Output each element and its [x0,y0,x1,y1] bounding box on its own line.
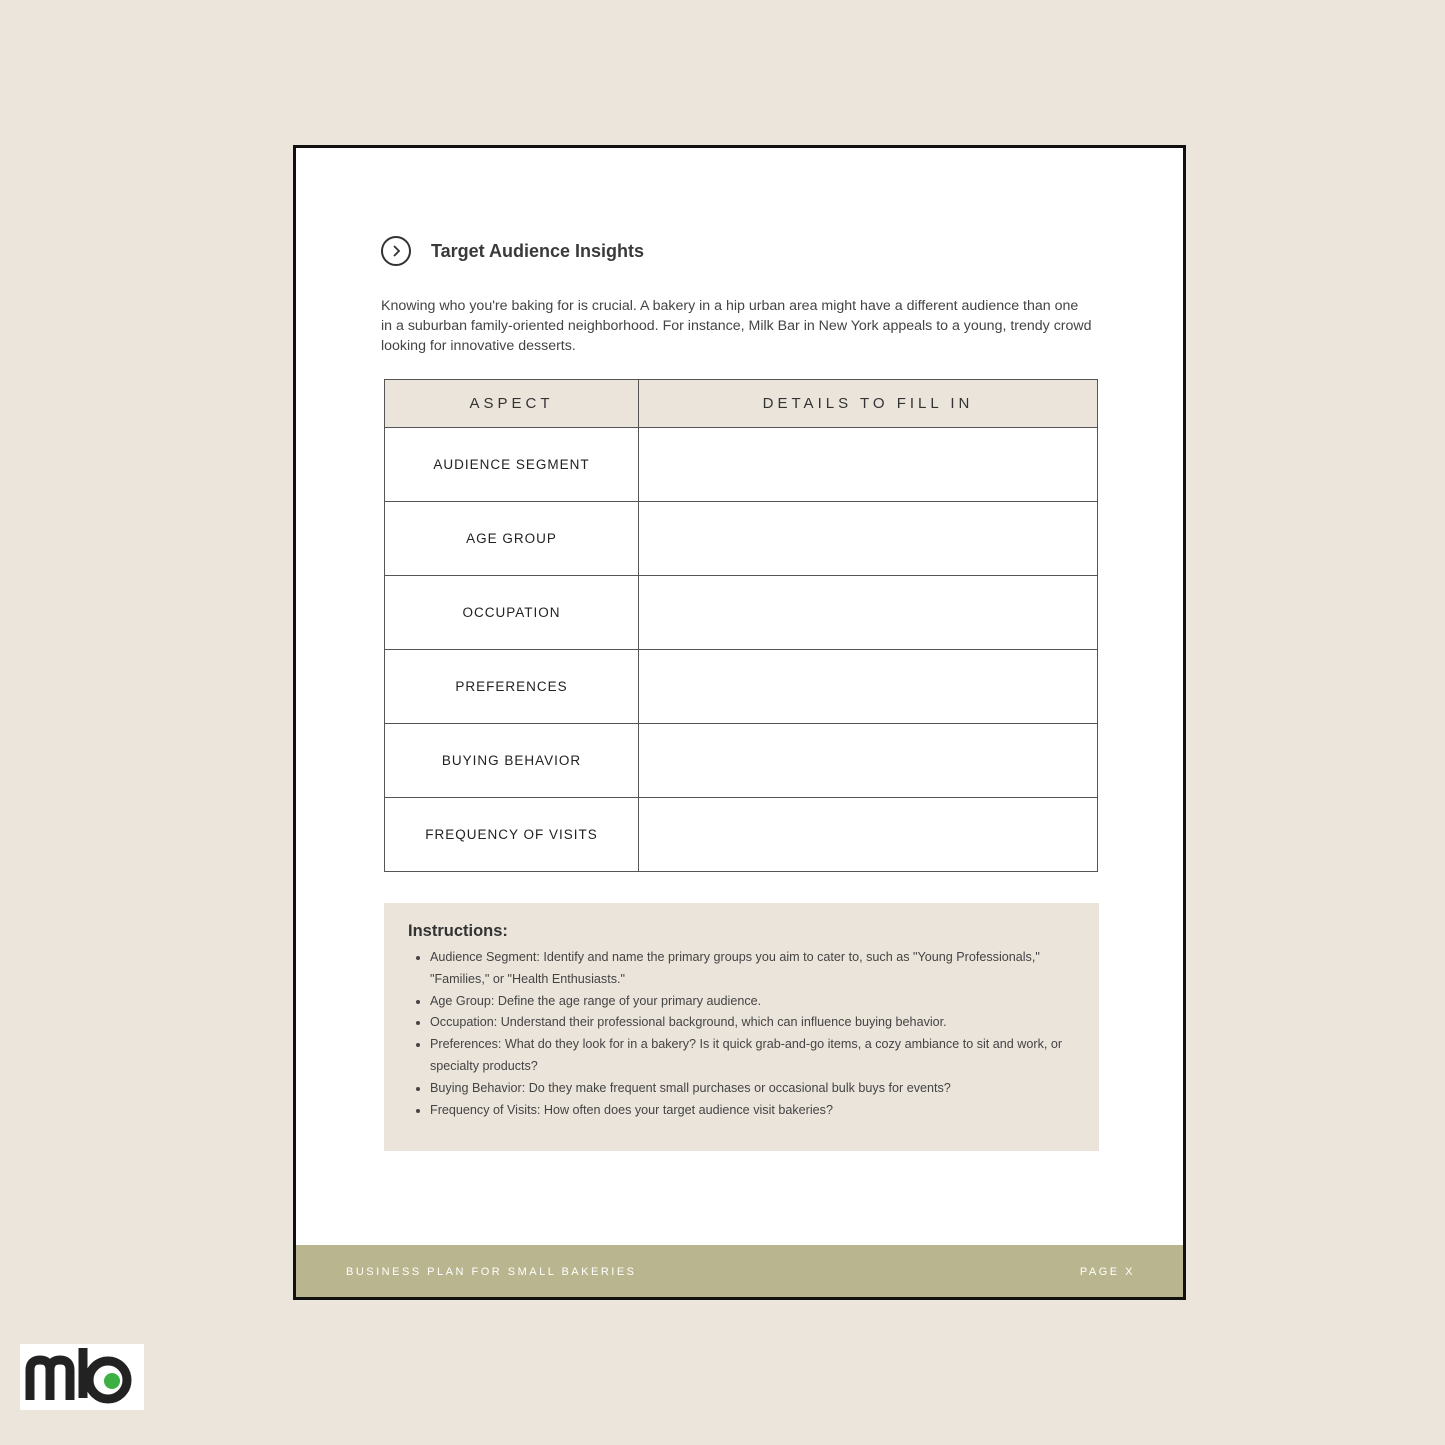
section-heading [381,236,644,266]
document-page [293,145,1186,1300]
table-row [385,502,1098,576]
table-row [385,798,1098,872]
footer-page-number: PAGE X [1079,1266,1135,1278]
list-item: • Age Group: Define the age range of your primary audience. [430,991,1075,1013]
instructions-title: Instructions: [408,922,508,940]
aspect-cell: AGE GROUP [385,502,639,576]
page-footer [296,1245,1183,1297]
table-row [385,650,1098,724]
details-fill-cell[interactable] [639,428,1098,502]
mb-logo-icon [20,1344,144,1410]
audience-table [384,379,1098,872]
list-item: • Preferences: What do they look for in a bakery? Is it quick grab-and-go items, a cozy ambiance to sit and work, or specialty products? [430,1034,1075,1078]
column-header-details: DETAILS TO FILL IN [639,380,1098,428]
list-item: • Audience Segment: Identify and name the primary groups you aim to cater to, such as "Young Professionals," "Families," or "Health Enthusiasts." [430,947,1075,991]
aspect-cell: BUYING BEHAVIOR [385,724,639,798]
details-fill-cell[interactable] [639,576,1098,650]
details-fill-cell[interactable] [639,798,1098,872]
aspect-cell: PREFERENCES [385,650,639,724]
details-fill-cell[interactable] [639,502,1098,576]
table-row [385,724,1098,798]
footer-document-title: BUSINESS PLAN FOR SMALL BAKERIES [346,1266,637,1278]
list-item: • Frequency of Visits: How often does your target audience visit bakeries? [430,1100,1075,1122]
intro-paragraph: Knowing who you're baking for is crucial. A bakery in a hip urban area might have a different audience than one in a suburban family-oriented neighborhood. For instance, Milk Bar in New York appeals to a young, trendy crowd looking for innovative desserts. [381,298,1092,354]
list-item: • Buying Behavior: Do they make frequent small purchases or occasional bulk buys for events? [430,1078,1075,1100]
table-row [385,428,1098,502]
instructions-list [408,947,1075,1121]
details-fill-cell[interactable] [639,650,1098,724]
aspect-cell: FREQUENCY OF VISITS [385,798,639,872]
instructions-box [384,903,1099,1151]
column-header-aspect: ASPECT [385,380,639,428]
aspect-cell: AUDIENCE SEGMENT [385,428,639,502]
chevron-right-icon [381,236,411,266]
table-header-row [385,380,1098,428]
list-item: • Occupation: Understand their professional background, which can influence buying behavior. [430,1012,1075,1034]
section-title: Target Audience Insights [431,240,645,261]
table-row [385,576,1098,650]
aspect-cell: OCCUPATION [385,576,639,650]
details-fill-cell[interactable] [639,724,1098,798]
